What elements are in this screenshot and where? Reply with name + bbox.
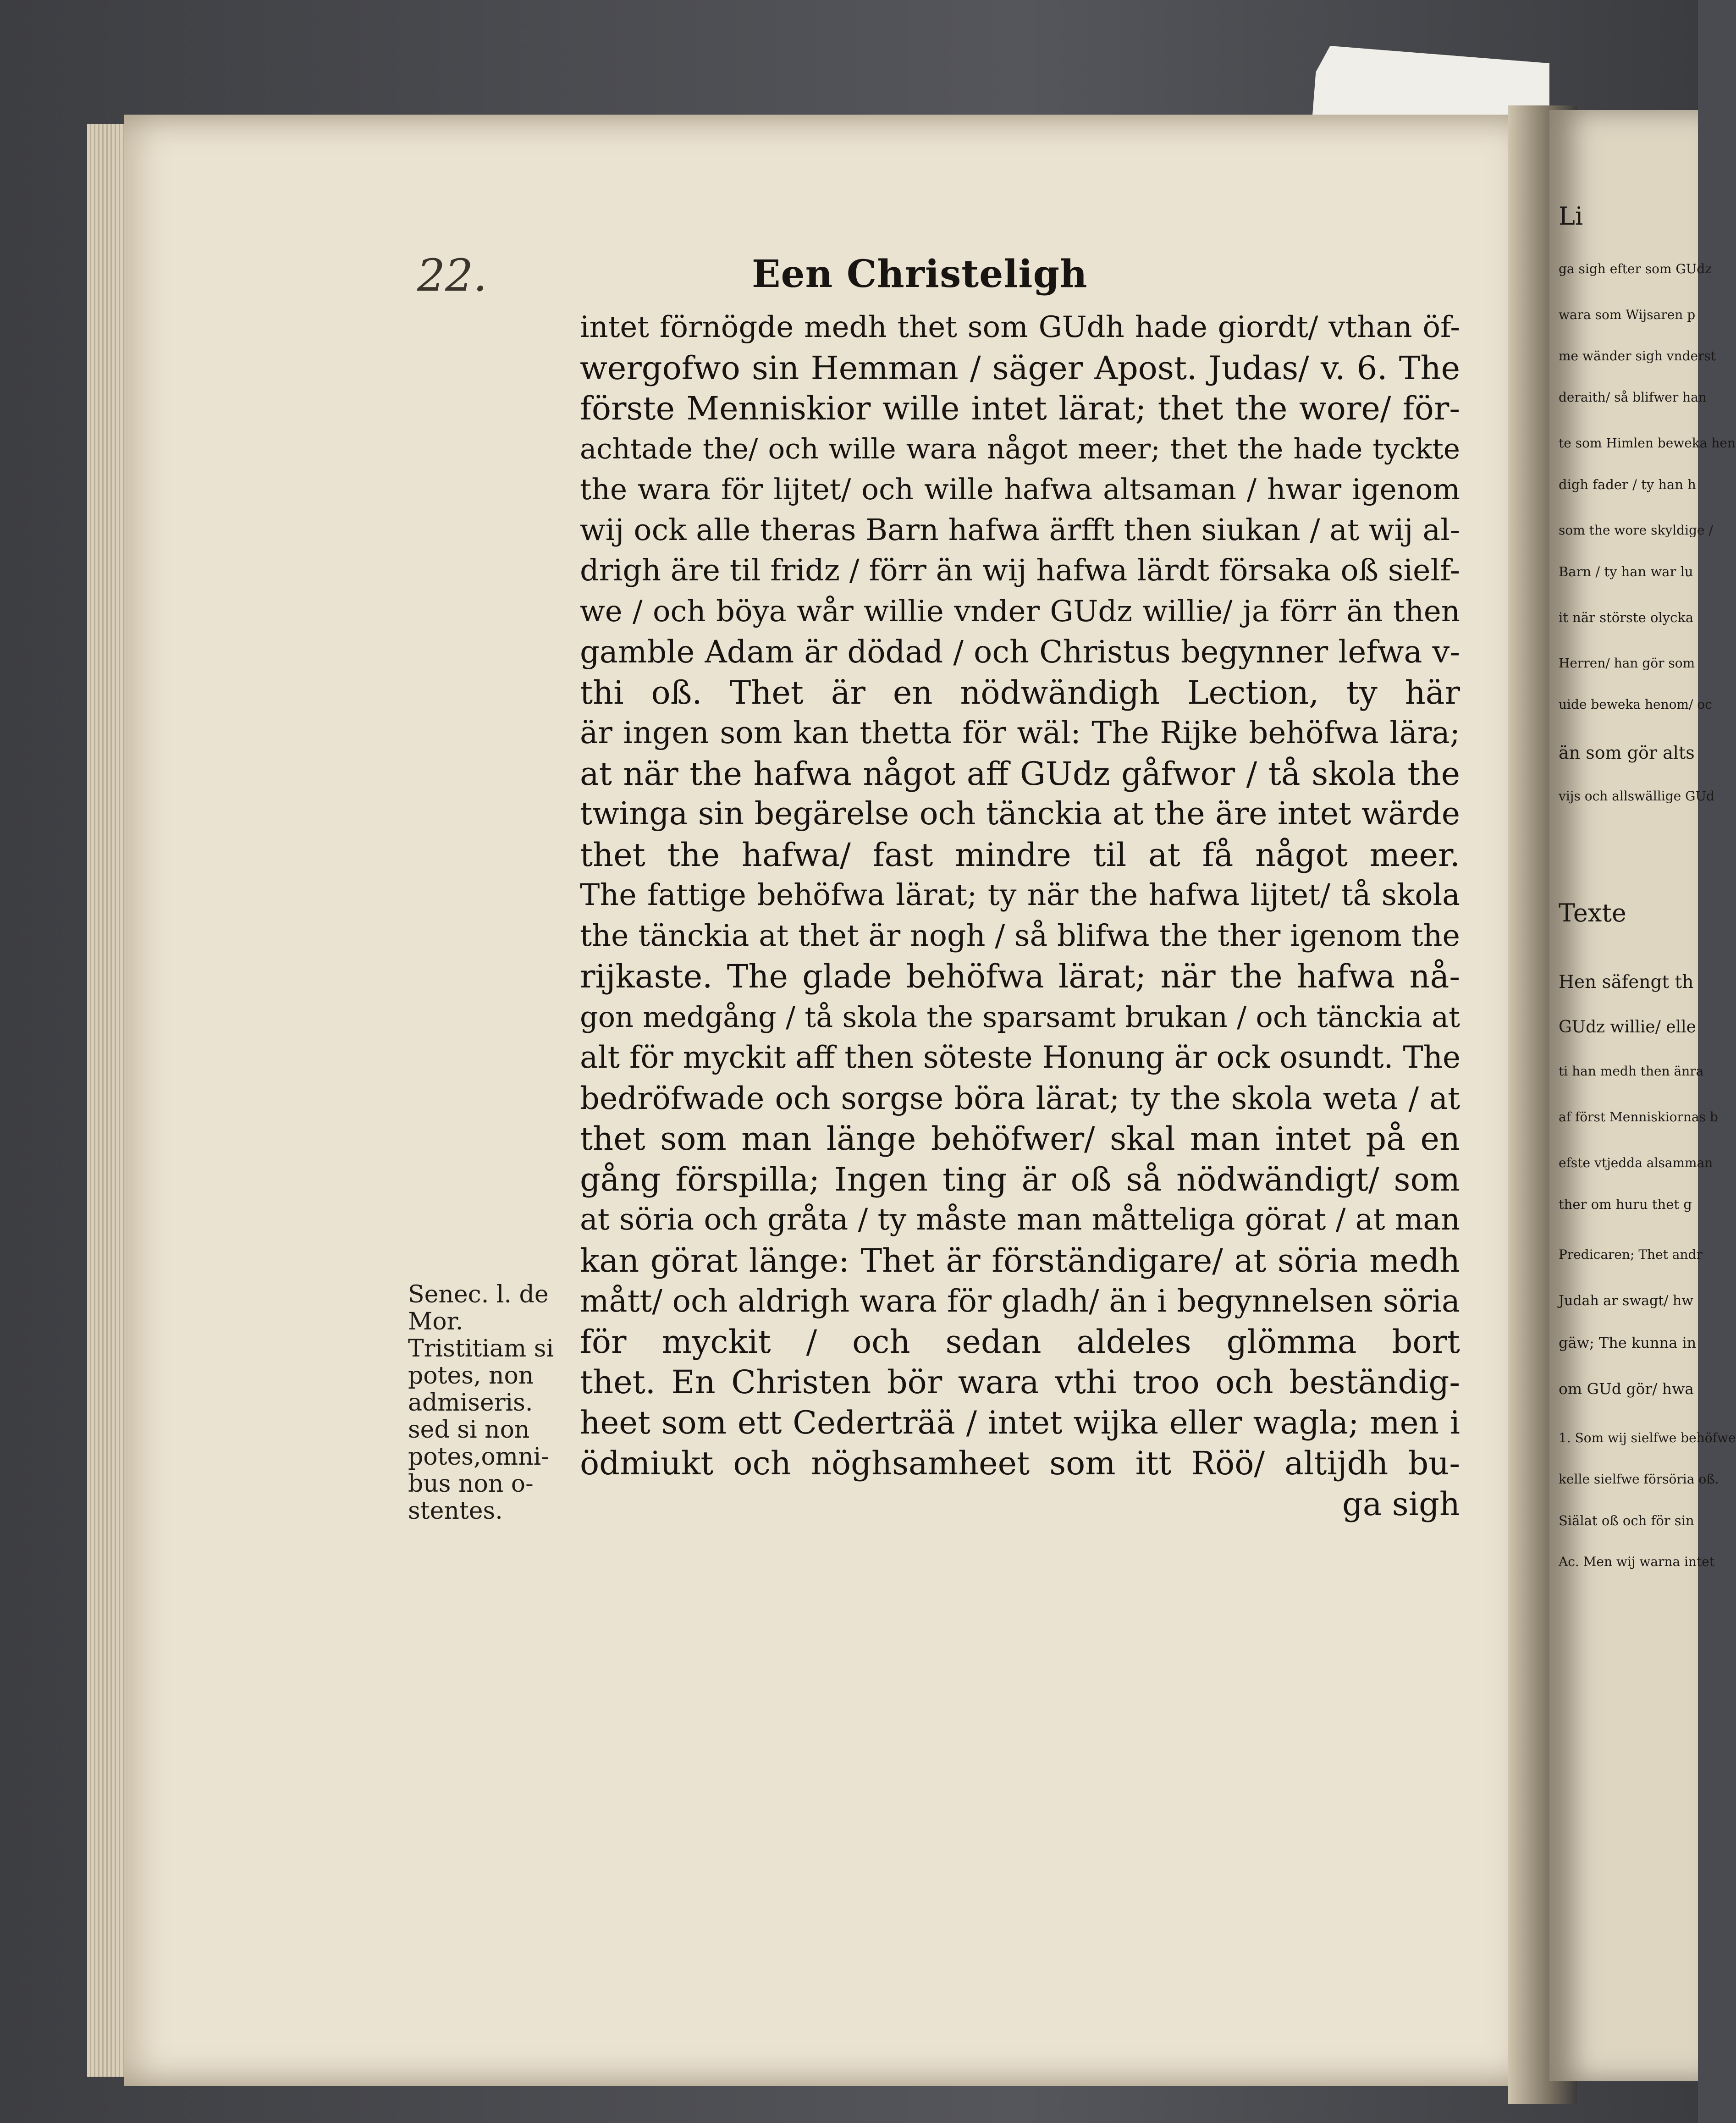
- running-head: Een Christeligh: [752, 252, 1088, 296]
- margin-note-line: potes,omni-: [408, 1443, 549, 1471]
- facing-page-line: uide beweka henom/ oc: [1559, 697, 1712, 712]
- facing-page-line: Siälat oß och för sin: [1559, 1513, 1694, 1528]
- text-line: ga sigh: [1342, 1485, 1460, 1523]
- main-text-block: [580, 307, 1460, 1524]
- margin-note-line: admiseris.: [408, 1389, 533, 1417]
- margin-note-line: stentes.: [408, 1497, 503, 1525]
- text-line: thet som man länge behöfwer/ skal man intet på en: [580, 1120, 1460, 1158]
- facing-page-line: efste vtjedda alsamman: [1559, 1155, 1713, 1170]
- facing-page-line: ther om huru thet g: [1559, 1197, 1692, 1212]
- text-line: drigh äre til fridz / förr än wij hafwa lärdt försaka oß sielf-: [580, 553, 1460, 588]
- text-line: thet the hafwa/ fast mindre til at få något meer.: [580, 836, 1460, 874]
- text-line: twinga sin begärelse och tänckia at the äre intet wärde: [580, 796, 1460, 832]
- text-line: thet. En Christen bör wara vthi troo och beständig-: [580, 1363, 1460, 1401]
- text-line: gon medgång / tå skola the sparsamt brukan / och tänckia at: [580, 1000, 1460, 1034]
- facing-page-line: af först Menniskiornas b: [1559, 1109, 1718, 1125]
- text-line: achtade the/ och wille wara något meer; thet the hade tyckte: [580, 432, 1460, 465]
- facing-page-line: Hen säfengt th: [1559, 972, 1694, 993]
- text-line: The fattige behöfwa lärat; ty när the hafwa lijtet/ tå skola: [580, 878, 1460, 912]
- text-line: är ingen som kan thetta för wäl: The Rijke behöfwa lära;: [580, 715, 1460, 750]
- text-line: kan görat länge: Thet är förständigare/ at söria medh: [580, 1241, 1460, 1279]
- facing-page-line: GUdz willie/ elle: [1559, 1018, 1696, 1037]
- facing-page-line: ti han medh then änra: [1559, 1064, 1704, 1079]
- facing-page-line: ga sigh efter som GUdz: [1559, 261, 1712, 276]
- text-line: gamble Adam är dödad / och Christus begynner lefwa v-: [580, 634, 1460, 670]
- facing-page-line: 1. Som wij sielfwe behöfwe: [1559, 1430, 1736, 1445]
- margin-note-line: Senec. l. de: [408, 1281, 549, 1308]
- page-edges: [87, 124, 128, 2077]
- text-line: förste Menniskior wille intet lärat; thet the wore/ för-: [580, 390, 1460, 427]
- text-line: wergofwo sin Hemman / säger Apost. Judas/ v. 6. The: [580, 349, 1460, 387]
- facing-page-line: me wänder sigh vnderst: [1559, 348, 1716, 364]
- text-line: ödmiukt och nöghsamheet som itt Röö/ altijdh bu-: [580, 1445, 1460, 1482]
- page-number: 22.: [417, 250, 487, 301]
- facing-page-line: Barn / ty han war lu: [1559, 564, 1693, 579]
- facing-page-line: te som Himlen beweka hen: [1559, 436, 1736, 451]
- facing-page-line: gäw; The kunna in: [1559, 1334, 1697, 1351]
- facing-page-line: deraith/ så blifwer han: [1559, 390, 1707, 405]
- facing-page-line: it när störste olycka: [1559, 610, 1694, 625]
- facing-page-line: Herren/ han gör som: [1559, 656, 1695, 671]
- margin-note-line: Tristitiam si: [408, 1335, 554, 1362]
- text-line: rijkaste. The glade behöfwa lärat; när the hafwa nå-: [580, 958, 1460, 995]
- text-line: alt för myckit aff then söteste Honung är ock osundt. The: [580, 1040, 1461, 1075]
- text-line: för myckit / och sedan aldeles glömma bort: [580, 1323, 1460, 1361]
- facing-page-line: digh fader / ty han h: [1559, 477, 1696, 492]
- facing-page-line: kelle sielfwe försöria oß.: [1559, 1472, 1719, 1487]
- facing-page-line: som the wore skyldige /: [1559, 523, 1713, 538]
- margin-note-line: Mor.: [408, 1308, 463, 1335]
- text-line: mått/ och aldrigh wara för gladh/ än i begynnelsen söria: [580, 1283, 1460, 1319]
- facing-page-line: om GUd gör/ hwa: [1559, 1380, 1694, 1398]
- facing-page-line: än som gör alts: [1559, 743, 1695, 763]
- text-line: at när the hafwa något aff GUdz gåfwor / tå skola the: [580, 755, 1460, 793]
- facing-page: [1549, 110, 1736, 2081]
- text-line: gång förspilla; Ingen ting är oß så nödwändigt/ som: [580, 1160, 1460, 1198]
- margin-note-line: potes, non: [408, 1362, 534, 1390]
- text-line: heet som ett Cederträä / intet wijka eller wagla; men i: [580, 1404, 1460, 1441]
- text-line: at söria och gråta / ty måste man måtteliga görat / at man: [580, 1202, 1460, 1237]
- facing-page-line: vijs och allswällige GUd: [1559, 789, 1714, 804]
- text-line: wij ock alle theras Barn hafwa ärfft then siukan / at wij al-: [580, 513, 1460, 547]
- facing-page-line: Predicaren; Thet andr: [1559, 1247, 1703, 1262]
- facing-page-line: Ac. Men wij warna intet: [1559, 1554, 1715, 1569]
- text-line: we / och böya wår willie vnder GUdz willie/ ja förr än then: [580, 594, 1460, 629]
- margin-note: [408, 1281, 573, 1525]
- text-line: bedröfwade och sorgse böra lärat; ty the skola weta / at: [580, 1080, 1460, 1116]
- text-line: thi oß. Thet är en nödwändigh Lection, ty här: [580, 673, 1460, 711]
- text-line: the tänckia at thet är nogh / så blifwa the ther igenom the: [580, 918, 1460, 953]
- text-line: the wara för lijtet/ och wille hafwa altsaman / hwar igenom: [580, 473, 1460, 506]
- margin-note-line: bus non o-: [408, 1470, 534, 1498]
- text-line: intet förnögde medh thet som GUdh hade giordt/ vthan öf-: [580, 310, 1460, 344]
- margin-note-line: sed si non: [408, 1416, 530, 1444]
- facing-page-line: wara som Wijsaren p: [1559, 307, 1696, 322]
- facing-page-line: Li: [1559, 202, 1583, 231]
- facing-page-line: Judah ar swagt/ hw: [1559, 1293, 1693, 1309]
- facing-page-line: Texte: [1559, 899, 1626, 927]
